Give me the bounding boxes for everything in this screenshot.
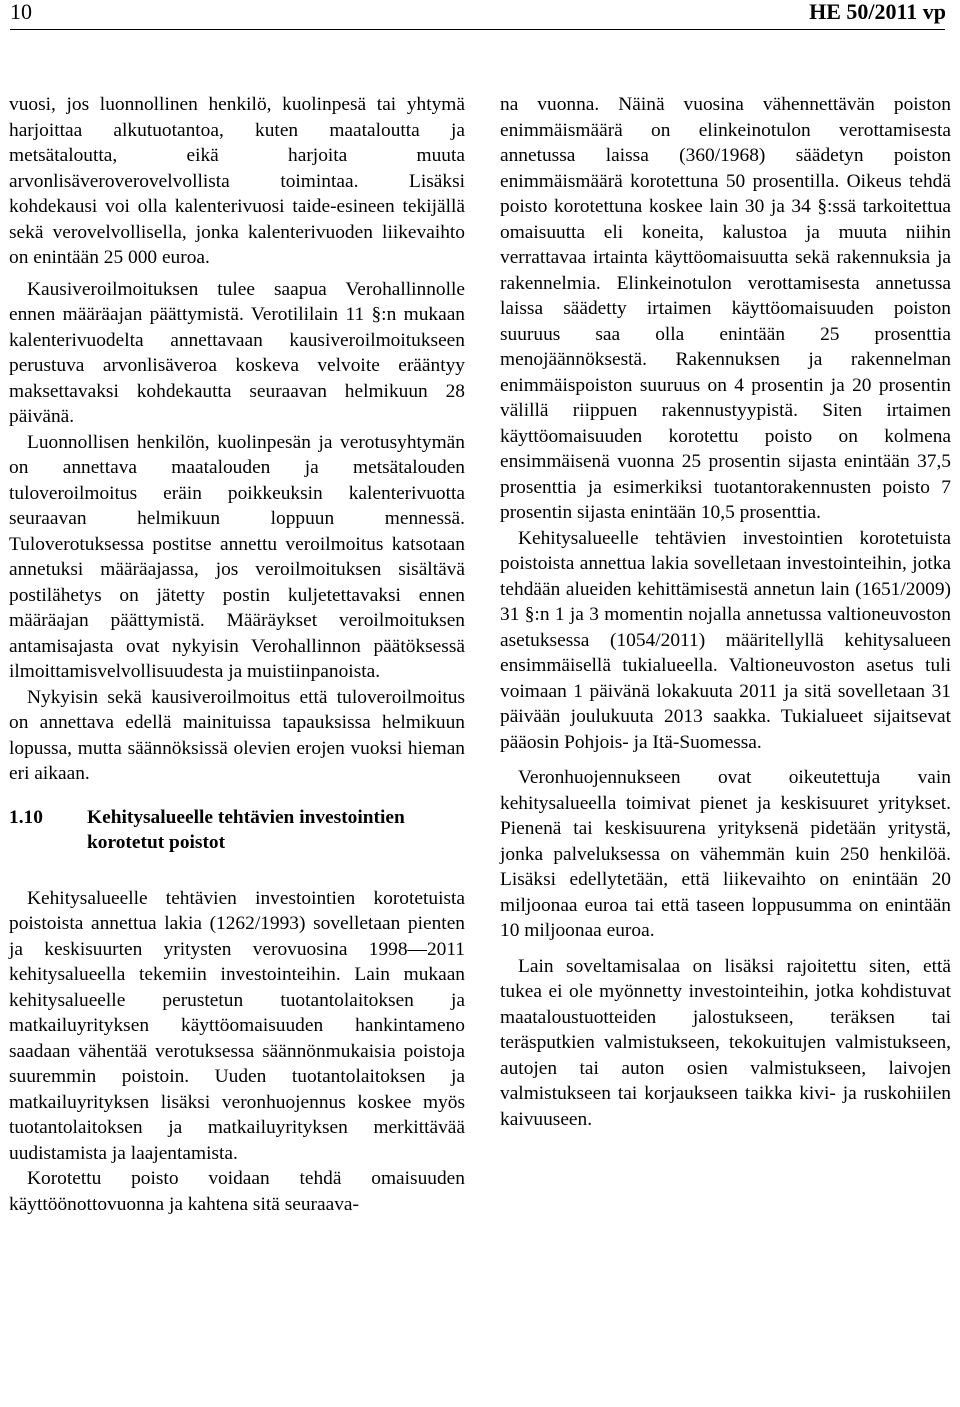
section-heading — [9, 805, 465, 856]
paragraph: Nykyisin sekä kausiveroilmoitus että tuloveroilmoitus on annettava edellä mainituissa tapauksissa helmikuun lopussa, mutta säännöksissä olevien erojen vuoksi hieman eri aikaan. — [9, 686, 465, 784]
left-column — [9, 92, 465, 1217]
right-column — [500, 92, 951, 1132]
paragraph: vuosi, jos luonnollinen henkilö, kuolinpesä tai yhtymä harjoittaa alkutuotantoa, kuten maataloutta ja metsätaloutta, eikä harjoita muuta arvonlisäveroverovelvollista toimintaa. Lisäksi kohdekausi voi olla kalenterivuosi taide-esineen tekijällä sekä verovelvollisella, jonka kalenterivuoden liikevaihto on enintään 25 000 euroa. — [9, 94, 465, 268]
paragraph: Veronhuojennukseen ovat oikeutettuja vain kehitysalueella toimivat pienet ja keskisuuret yritykset. Pienenä tai keskisuurena yrityksenä pidetään yritystä, jonka palveluksessa on vähemmän kuin 250 henkilöä. Lisäksi edellytetään, että liikevaihto on enintään 20 miljoonaa euroa tai että taseen loppusumma on enintään 10 miljoonaa euroa. — [500, 767, 951, 941]
paragraph: Lain soveltamisalaa on lisäksi rajoitettu siten, että tukea ei ole myönnetty investointeihin, jotka kohdistuvat maataloustuotteiden jalostukseen, teräksen tai teräsputkien valmistukseen, tekokuitujen valmistukseen, autojen tai auton osien valmistukseen, laivojen valmistukseen tai korjaukseen taikka kivi- ja ruskohiilen kaivuuseen. — [500, 955, 951, 1130]
paragraph: Kehitysalueelle tehtävien investointien korotetuista poistoista annettua lakia sovelletaan investointeihin, jotka tehdään alueiden kehittämisestä annetun lain (1651/2009) 31 §:n 1 ja 3 momentin nojalla annetussa valtioneuvoston asetuksessa (1054/2011) määritellyllä kehitysalueen ensimmäisellä tukialueella. Valtioneuvoston asetus tuli voimaan 1 päivänä lokakuuta 2011 ja sitä sovelletaan 31 päivään joulukuuta 2013 saakka. Tukialueet sijaitsevat pääosin Pohjois- ja Itä-Suomessa. — [500, 527, 951, 753]
header-divider — [10, 29, 945, 30]
paragraph: Kausiveroilmoituksen tulee saapua Verohallinnolle ennen määräajan päättymistä. Verotililain 11 §:n mukaan kalenterivuodelta annettavaan kausiveroilmoitukseen perustuva arvonlisäveroa koskeva velvoite erääntyy maksettavaksi kohdekautta seuraavan helmikuun 28 päivänä. — [9, 278, 465, 427]
paragraph: Korotettu poisto voidaan tehdä omaisuuden käyttöönottovuonna ja kahtena sitä seuraava- — [9, 1168, 465, 1215]
paragraph: Kehitysalueelle tehtävien investointien korotetuista poistoista annettua lakia (1262/1993) sovelletaan pienten ja keskisuurten yritysten verovuosina 1998—2011 kehitysalueella tekemiin investointeihin. Lain mukaan kehitysalueelle perustetun tuotantolaitoksen ja matkailuyrityksen käyttöomaisuuden hankintameno saadaan vähentää verotuksessa säännönmukaisia poistoja suuremmin poistoin. Uuden tuotantolaitoksen ja matkailuyrityksen lisäksi veronhuojennus koskee myös tuotantolaitoksen ja matkailuyrityksen merkittävää uudistamista ja laajentamista. — [9, 887, 465, 1164]
section-title: Kehitysalueelle tehtävien investointien korotetut poistot — [87, 806, 405, 853]
document-id: HE 50/2011 vp — [809, 0, 946, 24]
page-number: 10 — [10, 0, 32, 24]
paragraph: Luonnollisen henkilön, kuolinpesän ja verotusyhtymän on annettava maatalouden ja metsätalouden tuloveroilmoitus eräin poikkeuksin kalenterivuotta seuraavan helmikuun loppuun mennessä. Tuloverotuksessa postitse annettu veroilmoitus katsotaan annetuksi määräajassa, jos veroilmoituksen sisältävä postilähetys on jätetty postin kuljetettavaksi ennen määräajan päättymistä. Määräykset veroilmoituksen antamisajasta ovat nykyisin Verohallinnon päätöksessä ilmoittamisvelvollisuudesta ja muistiinpanoista. — [9, 431, 465, 682]
page-header — [0, 0, 960, 30]
paragraph: na vuonna. Näinä vuosina vähennettävän poiston enimmäismäärä on elinkeinotulon verottamisesta annetussa laissa (360/1968) säädetyn poiston enimmäismäärä korotettuna 50 prosentilla. Oikeus tehdä poisto korotettuna koskee lain 30 ja 34 §:ssä tarkoitettua omaisuutta eli koneita, kalustoa ja muuta niihin verrattavaa irtainta käyttöomaisuutta sekä rakennuksia ja rakennelmia. Elinkeinotulon verottamisesta annetussa laissa säädetty irtaimen käyttöomaisuuden poiston suuruus saa olla enintään 25 prosenttia menojäännöksestä. Rakennuksen ja rakennelman enimmäispoiston suuruus on 4 prosentin ja 20 prosentin välillä riippuen rakennustyypistä. Siten irtaimen käyttöomaisuuden korotettu poisto on kolmena ensimmäisenä vuonna 25 prosentin sijasta enintään 37,5 prosenttia ja esimerkiksi tuotantorakennusten poisto 7 prosentin sijasta enintään 10,5 prosenttia. — [500, 94, 951, 523]
section-number: 1.10 — [9, 806, 43, 828]
